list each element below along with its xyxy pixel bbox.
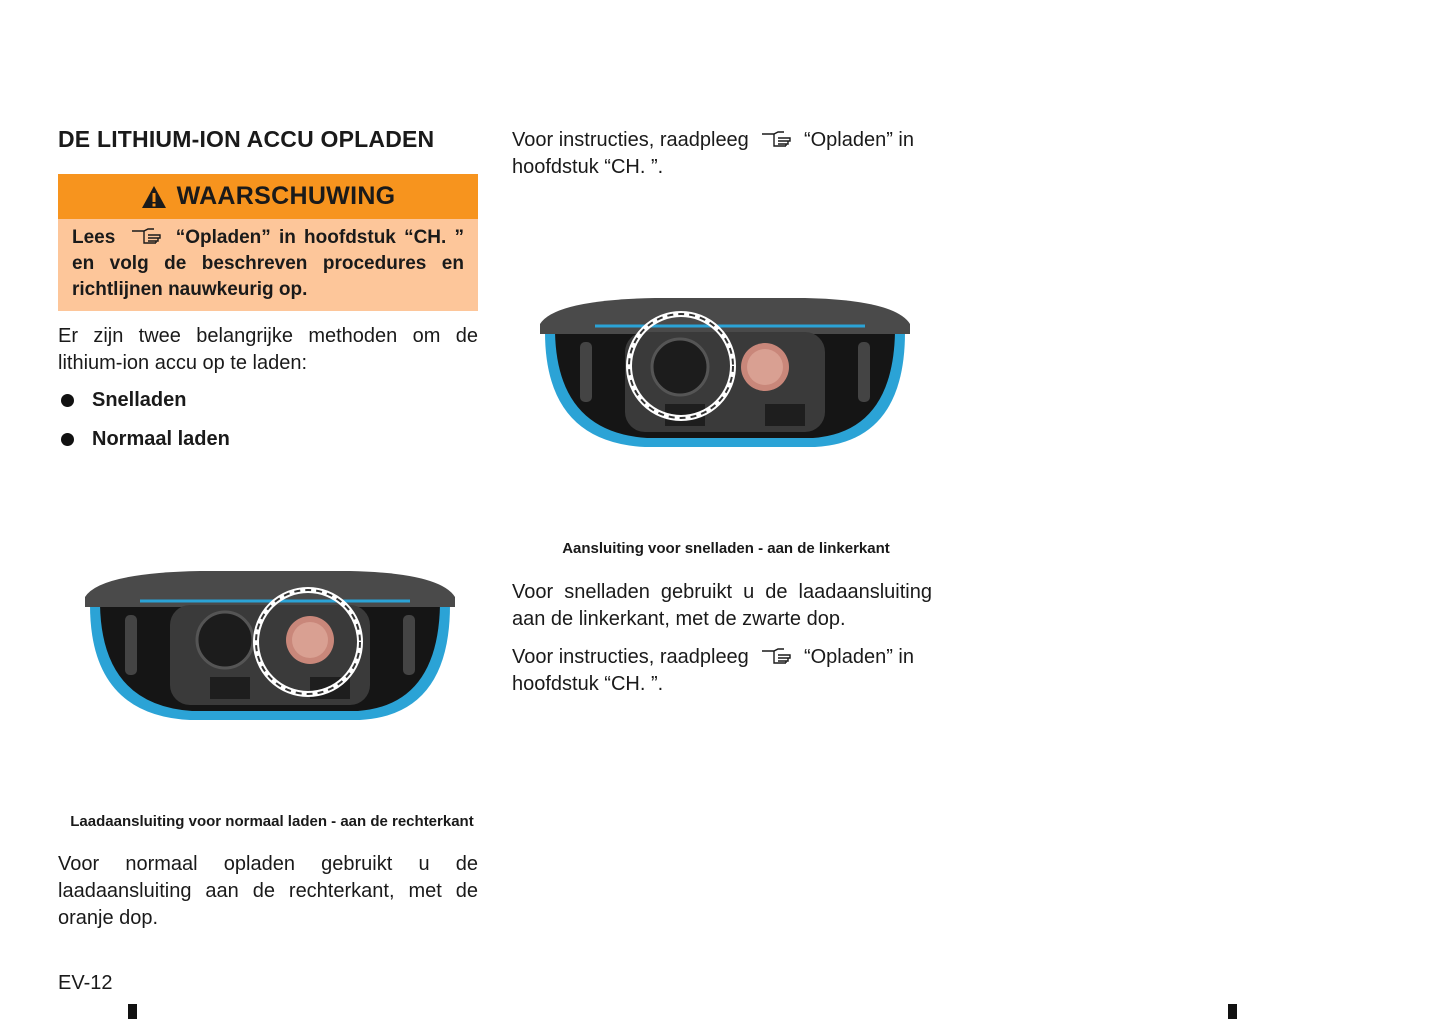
- figure-caption: Aansluiting voor snelladen - aan de linkerkant: [562, 540, 890, 557]
- method-label: Normaal laden: [92, 428, 230, 450]
- crop-mark: [1228, 1004, 1237, 1019]
- warning-triangle-icon: [141, 185, 167, 209]
- intro-text: Er zijn twee belangrijke methoden om de lithium-ion accu op te laden:: [58, 325, 478, 374]
- pointing-hand-icon: [130, 228, 162, 246]
- fast-charge-port-illustration: [535, 292, 915, 457]
- page-number: EV-12: [58, 972, 113, 994]
- normal-charge-port-illustration: [80, 565, 460, 730]
- fast-charge-text: Voor snelladen gebruikt u de laadaansluiting aan de linkerkant, met de zwarte dop.: [512, 581, 932, 630]
- warning-body: “Opladen” in hoofdstuk “CH. ” en volg de beschreven procedures en richtlijnen nauwkeurig op.: [72, 227, 465, 300]
- pointing-hand-icon: [760, 131, 792, 149]
- instructions-prefix: Voor instructies, raadpleeg: [512, 129, 749, 151]
- instructions-text: [512, 644, 932, 698]
- list-item: [58, 428, 230, 451]
- warning-box: [58, 174, 478, 311]
- normal-charge-text: Voor normaal opladen gebruikt u de laadaansluiting aan de rechterkant, met de oranje dop.: [58, 853, 478, 929]
- warning-lead: Lees: [72, 227, 116, 248]
- warning-text: [58, 219, 478, 303]
- warning-title: WAARSCHUWING: [176, 182, 396, 210]
- bullet-icon: [61, 433, 74, 446]
- figure-caption: Laadaansluiting voor normaal laden - aan de rechterkant: [70, 813, 474, 830]
- bullet-icon: [61, 394, 74, 407]
- instructions-suffix: “Opladen” in hoofdstuk “CH. ”.: [512, 129, 914, 178]
- list-item: [58, 389, 186, 412]
- method-label: Snelladen: [92, 389, 187, 411]
- warning-header: [58, 174, 478, 219]
- instructions-text: [512, 127, 932, 181]
- page-title: DE LITHIUM-ION ACCU OPLADEN: [58, 126, 435, 152]
- crop-mark: [128, 1004, 137, 1019]
- pointing-hand-icon: [760, 648, 792, 666]
- instructions-prefix: Voor instructies, raadpleeg: [512, 646, 749, 668]
- instructions-suffix: “Opladen” in hoofdstuk “CH. ”.: [512, 646, 914, 695]
